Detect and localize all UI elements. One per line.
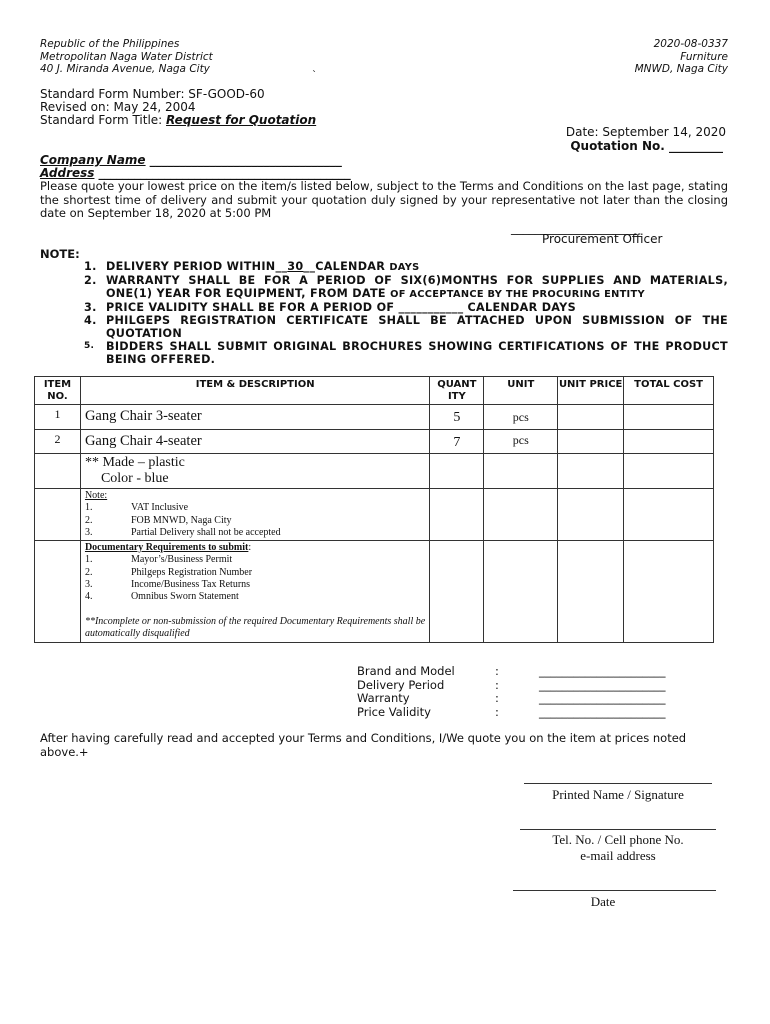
col-header-description: ITEM & DESCRIPTION (80, 377, 429, 405)
item-unit: pcs (484, 430, 558, 454)
tel-label: Tel. No. / Cell phone No. (552, 832, 684, 847)
price-validity-field[interactable]: Price Validity : ______________________ (357, 704, 666, 719)
item-no: 2 (35, 430, 81, 454)
table-row-documents (35, 541, 714, 643)
stray-mark: ` (312, 70, 317, 81)
col-header-quantity: QUANT ITY (430, 377, 484, 405)
category: Furniture (680, 50, 728, 63)
item-description: Gang Chair 3-seater (80, 405, 429, 430)
delivery-note-item: 1. VAT Inclusive (84, 502, 189, 514)
table-row (35, 430, 714, 454)
requirement-item: 2. Philgeps Registration Number (84, 566, 253, 578)
col-header-total-cost: TOTAL COST (624, 377, 714, 405)
col-header-unit: UNIT (484, 377, 558, 405)
item-unit-price-cell[interactable] (558, 430, 624, 454)
location: MNWD, Naga City (634, 63, 728, 75)
note-item: 2. WARRANTY SHALL BE FOR A PERIOD OF SIX(6)MONTHS FOR SUPPLIES AND MATERIALS, ONE(1) YEAR FOR EQUIPMENT, FROM DATE OF ACCEPTANCE BY THE PROCURING ENTITY (84, 274, 728, 300)
date-line: Date: September 14, 2020 (565, 125, 726, 139)
requirement-item: 3. Income/Business Tax Returns (84, 579, 251, 591)
reference-number: 2020-08-0337 (653, 38, 728, 50)
agency-header (40, 38, 213, 76)
address-label: Address (40, 166, 95, 180)
form-title-prefix: Standard Form Title: (40, 113, 167, 127)
bidder-fields (357, 665, 666, 719)
col-header-item-no: ITEM NO. (35, 377, 81, 405)
note-item: 5. BIDDERS SHALL SUBMIT ORIGINAL BROCHURES SHOWING CERTIFICATIONS OF THE PRODUCT BEING OFFERED. (84, 340, 728, 366)
delivery-days-value: 30 (287, 260, 304, 273)
note-item: 4. PHILGEPS REGISTRATION CERTIFICATE SHALL BE ATTACHED UPON SUBMISSION OF THE QUOTATION (84, 314, 728, 340)
email-label: e-mail address (580, 848, 656, 863)
table-header-row (35, 377, 714, 405)
header-line: Metropolitan Naga Water District (40, 50, 213, 63)
brand-model-field[interactable]: Brand and Model : ______________________ (357, 664, 666, 678)
officer-signature-line: _____________________ (511, 221, 637, 235)
disqualification-warning: **Incomplete or non-submission of the required Documentary Requirements shall be automatically disqualified (84, 615, 426, 640)
note-title: NOTE: (40, 247, 80, 261)
company-name-label: Company Name (40, 153, 146, 167)
contact-line[interactable] (520, 829, 716, 830)
header-line: 40 J. Miranda Avenue, Naga City (40, 63, 210, 75)
form-title-line (40, 114, 316, 127)
company-name-blank: ________________________________ (145, 153, 342, 167)
item-quantity: 5 (430, 405, 484, 430)
spec-material: ** Made – plastic (84, 455, 185, 470)
closing-statement: After having carefully read and accepted your Terms and Conditions, I/We quote you on the item at prices noted above.+ (40, 731, 687, 759)
delivery-note-block (80, 489, 429, 541)
requirement-item: 1. Mayor’s/Business Permit (84, 554, 233, 566)
warranty-field[interactable]: Warranty : ______________________ (357, 691, 666, 705)
requirement-item: 4. Omnibus Sworn Statement (84, 591, 239, 603)
item-description: Gang Chair 4-seater (80, 430, 429, 454)
item-unit: pcs (484, 405, 558, 430)
item-total-cost-cell[interactable] (624, 405, 714, 430)
form-number: Standard Form Number: SF-GOOD-60 (40, 87, 265, 101)
procurement-officer-label: Procurement Officer (542, 232, 663, 246)
delivery-period-field[interactable]: Delivery Period : ______________________ (357, 677, 666, 692)
item-no: 1 (35, 405, 81, 430)
item-quantity: 7 (430, 430, 484, 454)
delivery-note-item: 3. Partial Delivery shall not be accepted (84, 526, 281, 538)
items-table (34, 376, 714, 643)
delivery-note-title: Note: (84, 490, 108, 501)
delivery-note-item: 2. FOB MNWD, Naga City (84, 514, 232, 526)
date-line-signature[interactable] (513, 890, 716, 891)
reference-header (635, 38, 728, 76)
form-title: Request for Quotation (166, 113, 317, 127)
note-item: 3. PRICE VALIDITY SHALL BE FOR A PERIOD OF ___________ CALENDAR DAYS (84, 301, 576, 314)
notes-list (84, 260, 728, 366)
note-item: 1. DELIVERY PERIOD WITHIN__30__CALENDAR DAYS (84, 260, 420, 273)
header-line: Republic of the Philippines (40, 38, 180, 50)
printed-name-signature-label: Printed Name / Signature (552, 787, 684, 802)
documentary-requirements-title: Documentary Requirements to submit (84, 542, 249, 554)
standard-form-block (40, 88, 316, 127)
item-spec (80, 454, 429, 489)
intro-paragraph: Please quote your lowest price on the item/s listed below, subject to the Terms and Conditions on the last page, stating the shortest time of delivery and submit your quotation duly signed by your representative not later than the closing date on September 18, 2020 at 5:00 PM (40, 179, 728, 220)
item-unit-price-cell[interactable] (558, 405, 624, 430)
quotation-number: Quotation No. _________ (570, 139, 723, 153)
table-row-note (35, 489, 714, 541)
table-row-spec (35, 454, 714, 489)
item-total-cost-cell[interactable] (624, 430, 714, 454)
form-revised: Revised on: May 24, 2004 (40, 100, 196, 114)
table-row (35, 405, 714, 430)
col-header-unit-price: UNIT PRICE (558, 377, 624, 405)
address-blank: __________________________________________ (94, 166, 351, 180)
spec-color: Color - blue (100, 471, 169, 486)
date-label: Date (590, 894, 616, 909)
documentary-requirements-block: Documentary Requirements to submit: 1. Mayor’s/Business Permit 2. Philgeps Registration Number 3. Income/Business Tax Returns 4. Omnibus Sworn Statement **Incomplete or non-submission of the required Documentary Requirements shall be automatically disqualified (80, 541, 429, 643)
signature-line[interactable] (524, 783, 712, 784)
